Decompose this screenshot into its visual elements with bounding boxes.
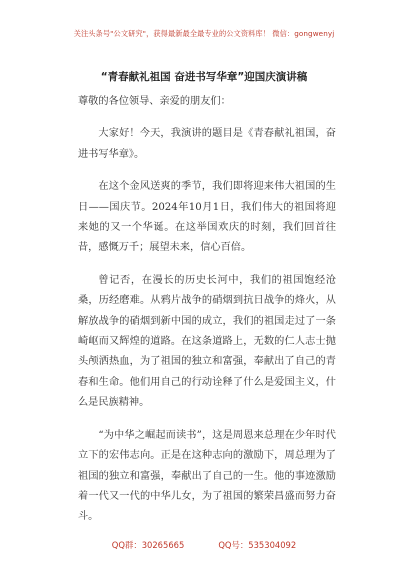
paragraph-2: 在这个金风送爽的季节，我们即将迎来伟大祖国的生日——国庆节。2024年10月1日，我们伟大的祖国将迎来她的又一个华诞。在这举国欢庆的时刻，我们回首往昔，感慨万千；展望未来，信心百倍。: [78, 181, 336, 254]
footer-qq-number: QQ号：535304092: [218, 540, 297, 550]
paragraph-1: 大家好！今天，我演讲的题目是《青春献礼祖国，奋进书写华章》。: [78, 128, 336, 160]
paragraph-4: “为中华之崛起而读书”，这是周恩来总理在少年时代立下的宏伟志向。正是在这种志向的激励下，周总理为了祖国的独立和富强，奉献出了自己的一生。他的事迹激励着一代又一代的中华儿女，为了祖国的繁荣昌盛而努力奋斗。: [78, 429, 336, 523]
salutation: 尊敬的各位领导、亲爱的朋友们：: [78, 96, 231, 107]
header-promo-note: 关注头条号"公文研究"，获得最新最全最专业的公文资料库！ 微信：gongwenyj: [73, 29, 335, 38]
document-body: [78, 92, 336, 540]
document-title: “青春献礼祖国 奋进书写华章”迎国庆演讲稿: [100, 71, 308, 83]
paragraph-3: 曾记否，在漫长的历史长河中，我们的祖国饱经沧桑，历经磨难。从鸦片战争的硝烟到抗日战争的烽火，从解放战争的硝烟到新中国的成立，我们的祖国走过了一条崎岖而又辉煌的道路。在这条道路上，无数的仁人志士抛头颅洒热血，为了祖国的独立和富强，奉献出了自己的青春和生命。他们用自己的行动诠释了什么是爱国主义，什么是民族精神。: [78, 274, 336, 409]
footer-contact: [0, 539, 408, 551]
footer-qq-group: QQ群：30265665: [111, 540, 185, 550]
